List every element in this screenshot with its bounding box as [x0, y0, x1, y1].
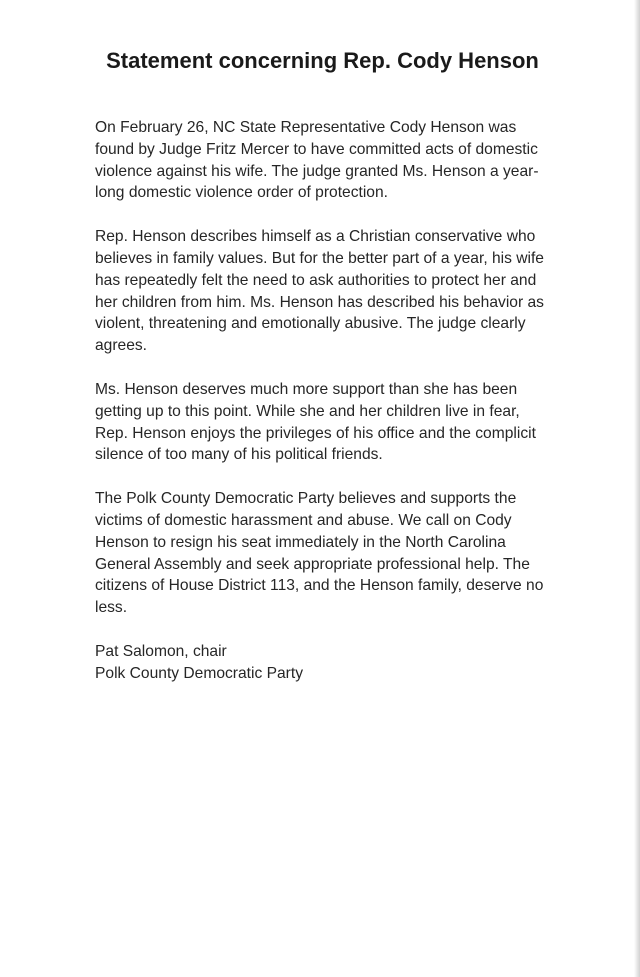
statement-page: [95, 46, 550, 685]
page-edge-shadow: [634, 0, 640, 977]
document-title: Statement concerning Rep. Cody Henson: [106, 48, 539, 73]
paragraph-call-to-resign: The Polk County Democratic Party believes and supports the victims of domestic harassment and abuse. We call on Cody Henson to resign his seat immediately in the North Carolina General Assembly and seek appropriate professional help. The citizens of House District 113, and the Henson family, deserve no less.: [95, 490, 544, 617]
signature-name: Pat Salomon, chair: [95, 642, 227, 660]
signature-block: [95, 641, 550, 685]
paragraph-support: Ms. Henson deserves much more support than she has been getting up to this point. While she and her children live in fear, Rep. Henson enjoys the privileges of his office and the complicit silence of too many of his political friends.: [95, 380, 536, 464]
signature-organization: Polk County Democratic Party: [95, 664, 303, 682]
statement-body: [95, 117, 550, 685]
paragraph-family-values: Rep. Henson describes himself as a Christian conservative who believes in family values. But for the better part of a year, his wife has repeatedly felt the need to ask authorities to protect her and her children from him. Ms. Henson has described his behavior as violent, threatening and emotionally abusive. The judge clearly agrees.: [95, 228, 544, 355]
paragraph-ruling: On February 26, NC State Representative Cody Henson was found by Judge Fritz Mercer to have committed acts of domestic violence against his wife. The judge granted Ms. Henson a year-long domestic violence order of protection.: [95, 119, 539, 202]
